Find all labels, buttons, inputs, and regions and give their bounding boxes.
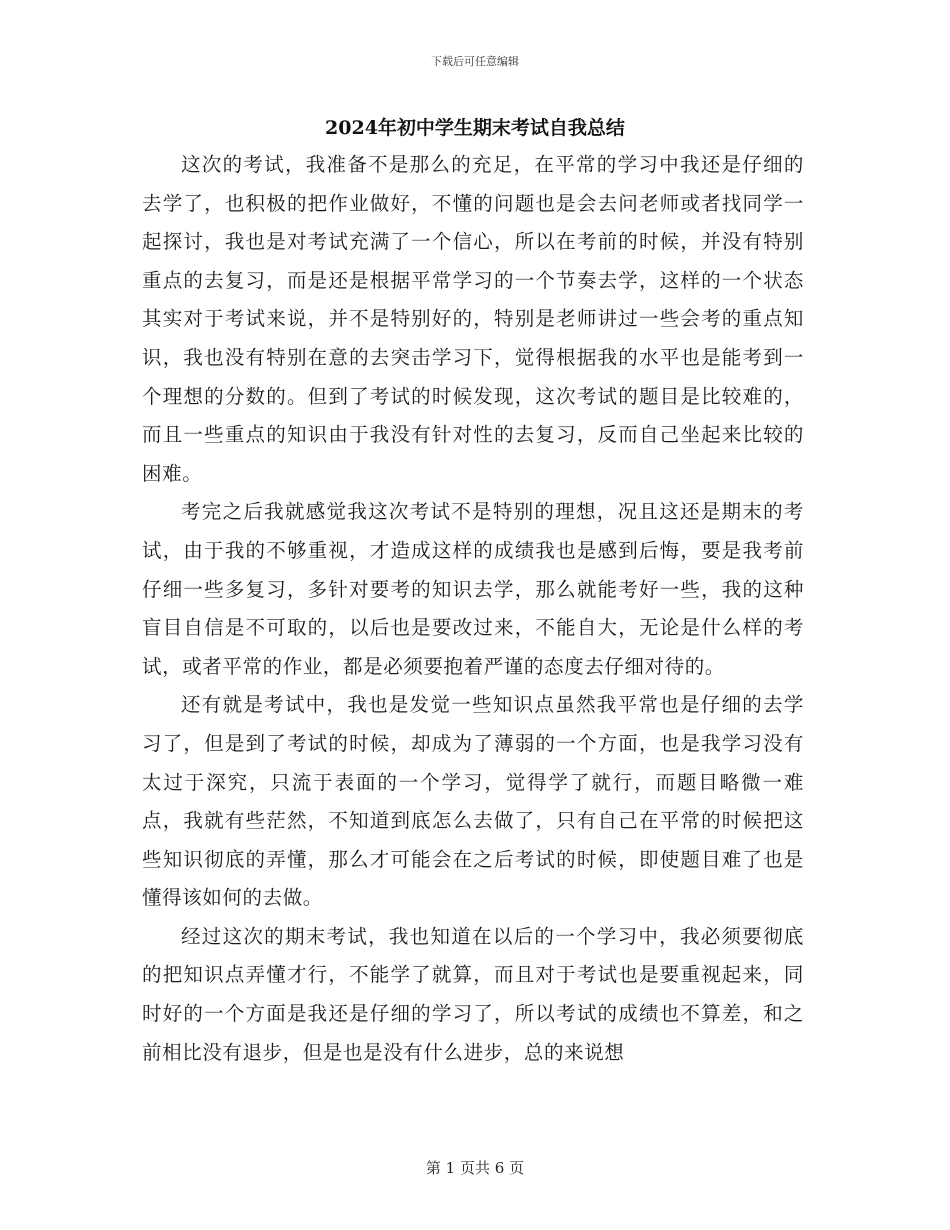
document-body bbox=[142, 146, 804, 1072]
header-note: 下载后可任意编辑 bbox=[431, 55, 519, 68]
page-number-footer: 第 1 页共 6 页 bbox=[425, 1159, 525, 1177]
paragraph-3: 还有就是考试中，我也是发觉一些知识点虽然我平常也是仔细的去学习了，但是到了考试的时候，却成为了薄弱的一个方面，也是我学习没有太过于深究，只流于表面的一个学习，觉得学了就行，而题目略微一难点，我就有些茫然，不知道到底怎么去做了，只有自己在平常的时候把这些知识彻底的弄懂，那么才可能会在之后考试的时候，即使题目难了也是懂得该如何的去做。 bbox=[142, 693, 804, 910]
document-title: 2024年初中学生期末考试自我总结 bbox=[325, 117, 625, 139]
paragraph-1: 这次的考试，我准备不是那么的充足，在平常的学习中我还是仔细的去学了，也积极的把作业做好，不懂的问题也是会去问老师或者找同学一起探讨，我也是对考试充满了一个信心，所以在考前的时候，并没有特别重点的去复习，而是还是根据平常学习的一个节奏去学，这样的一个状态其实对于考试来说，并不是特别好的，特别是老师讲过一些会考的重点知识，我也没有特别在意的去突击学习下，觉得根据我的水平也是能考到一个理想的分数的。但到了考试的时候发现，这次考试的题目是比较难的，而且一些重点的知识由于我没有针对性的去复习，反而自己坐起来比较的困难。 bbox=[142, 153, 804, 485]
paragraph-4: 经过这次的期末考试，我也知道在以后的一个学习中，我必须要彻底的把知识点弄懂才行，不能学了就算，而且对于考试也是要重视起来，同时好的一个方面是我还是仔细的学习了，所以考试的成绩也不算差，和之前相比没有退步，但是也是没有什么进步，总的来说想 bbox=[142, 924, 804, 1064]
paragraph-2: 考完之后我就感觉我这次考试不是特别的理想，况且这还是期末的考试，由于我的不够重视，才造成这样的成绩我也是感到后悔，要是我考前仔细一些多复习，多针对要考的知识去学，那么就能考好一些，我的这种盲目自信是不可取的，以后也是要改过来，不能自大，无论是什么样的考试，或者平常的作业，都是必须要抱着严谨的态度去仔细对待的。 bbox=[142, 500, 804, 678]
